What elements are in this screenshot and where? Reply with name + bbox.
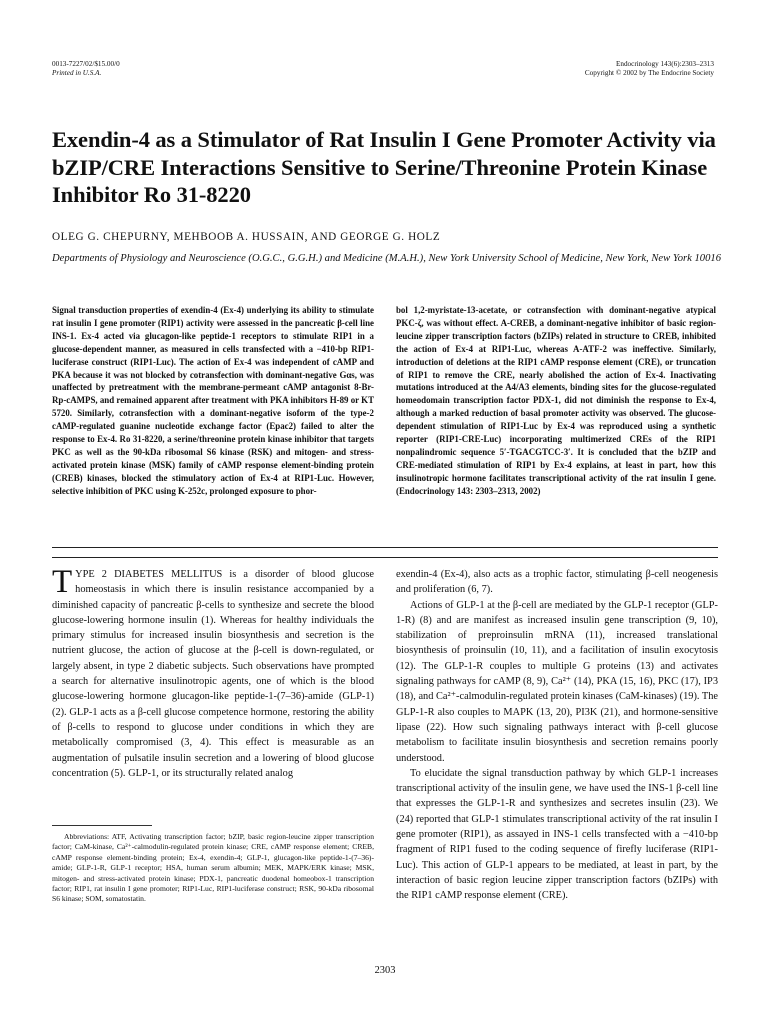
- intro-text: YPE 2 DIABETES MELLITUS is a disorder of blood glucose homeostasis in which there is insulin resistance accompanied by a diminished capacity of pancreatic β-cells to synthesize and secrete the blood glucose-lowering hormone insulin (1). Whereas for healthy individuals the primary stimulus for increased insulin biosynthesis and secretion is the nutrient glucose, the action of glucose at the β-cell is down-regulated, or largely absent, in type 2 diabetic subjects. Such observations have prompted a search for alternative insulinotropic agents, one of which is the blood glucose-lowering hormone glucagon-like peptide-1-(7–36)-amide (GLP-1) (2). GLP-1 acts as a β-cell glucose competence hormone, restoring the ability of β-cells to respond to glucose under conditions in which they are metabolically compromised (3, 4). This effect is measurable as an augmentation of pulsatile insulin secretion and a lowering of blood glucose concentration (5). GLP-1, or its structurally related analog: [52, 569, 374, 779]
- body-right-column: [396, 567, 718, 904]
- footnote-divider: [52, 825, 152, 826]
- paragraph-continued: exendin-4 (Ex-4), also acts as a trophic factor, stimulating β-cell neogenesis and proliferation (6, 7).: [396, 569, 718, 596]
- running-header-left: [52, 60, 120, 78]
- running-header-right: [585, 60, 714, 78]
- abstract-divider-bottom: [52, 557, 718, 558]
- article-title: Exendin-4 as a Stimulator of Rat Insulin I Gene Promoter Activity via bZIP/CRE Interactions Sensitive to Serine/Threonine Protein Kinase Inhibitor Ro 31-8220: [52, 127, 716, 207]
- drop-cap: T: [52, 564, 73, 600]
- author-list: OLEG G. CHEPURNY, MEHBOOB A. HUSSAIN, AND GEORGE G. HOLZ: [52, 231, 441, 243]
- copyright-line: Copyright © 2002 by The Endocrine Society: [584, 69, 714, 77]
- intro-paragraph: [52, 564, 374, 781]
- paragraph-glp1-actions: Actions of GLP-1 at the β-cell are mediated by the GLP-1 receptor (GLP-1-R) (8) and are manifest as increased insulin gene transcription (9, 10), stabilization of preproinsulin mRNA (11), increased translational biosynthesis of proinsulin (10, 11), and a facilitation of insulin exocytosis (12). The GLP-1-R couples to multiple G proteins (13) and activates signaling pathways for cAMP (8, 9), Ca²⁺ (14), PKA (15, 16), PKC (17), IP3 (18), and Ca²⁺-calmodulin-regulated protein kinases (CaM-kinases) (19). The GLP-1-R also couples to MAPK (13, 20), PI3K (21), and hormone-sensitive lipase (22). How such signaling pathways interact with β-cell glucose metabolism to facilitate insulin biosynthesis and secretion remains poorly understood.: [396, 599, 718, 764]
- page-number: 2303: [374, 965, 396, 976]
- issn-code: 0013-7227/02/$15.00/0: [52, 60, 120, 68]
- abstract-divider-top: [52, 547, 718, 548]
- affiliation: Departments of Physiology and Neuroscience (O.G.C., G.G.H.) and Medicine (M.A.H.), New York University School of Medicine, New York, New York 10016: [52, 253, 721, 264]
- abstract-left-column: Signal transduction properties of exendin-4 (Ex-4) underlying its ability to stimulate rat insulin I gene promoter (RIP1) activity were assessed in the pancreatic β-cell line INS-1. Ex-4 acted via glucagon-like peptide-1 receptors to stimulate RIP1 in a glucose-dependent manner, as measured in cells transfected with a −410-bp RIP1-luciferase construct (RIP1-Luc). The action of Ex-4 was independent of cAMP and PKA because it was not blocked by cotransfection with dominant-negative Gαs, was unaffected by pretreatment with the membrane-permeant cAMP antagonist 8-Br-Rp-cAMPS, and remained apparent after treatment with PKA inhibitors H-89 or KT 5720. Similarly, cotransfection with a dominant-negative isoform of the type-2 cAMP-regulated guanine nucleotide exchange factor (Epac2) failed to alter the response to Ex-4. Ro 31-8220, a serine/threonine protein kinase inhibitor that targets PKC as well as the 90-kDa ribosomal S6 kinase (RSK) and mitogen- and stress-activated protein kinase (MSK) family of cAMP response element-binding protein (CREB) kinases, blocked the stimulatory action of Ex-4 at RIP1-Luc. However, selective inhibition of PKC using K-252c, prolonged exposure to phor-: [52, 305, 374, 496]
- abbreviations-footnote: Abbreviations: ATF, Activating transcription factor; bZIP, basic region-leucine zipper transcription factor; CaM-kinase, Ca²⁺-calmodulin-regulated protein kinase; CRE, cAMP response element; CREB, cAMP response element-binding protein; Ex-4, exendin-4; GLP-1, glucagon-like peptide-1-(7–36)-amide; GLP-1-R, GLP-1 receptor; HSA, human serum albumin; MEK, MAPK/ERK kinase; MSK, mitogen- and stress-activated protein kinase; PDX-1, pancreatic duodenal homeobox-1 transcription factor; RIP1, rat insulin I gene promoter; RIP1-Luc, RIP1-luciferase construct; RSK, 90-kDa ribosomal S6 kinase; SOM, somatostatin.: [52, 832, 374, 904]
- paragraph-transduction: To elucidate the signal transduction pathway by which GLP-1 increases transcriptional activity of the insulin gene, we have used the INS-1 β-cell line that expresses the GLP-1-R and synthesizes and secretes insulin (23). We (24) reported that GLP-1 stimulates transcriptional activity of the rat insulin I gene promoter (RIP1), as assayed in INS-1 cells transfected with a −410-bp fragment of RIP1 fused to the coding sequence of firefly luciferase (RIP1-Luc). This action of GLP-1 appears to be mediated, at least in part, by the interaction of basic region leucine zipper transcription factors (bZIPs) with the RIP1 cAMP response element (CRE).: [396, 767, 718, 902]
- abstract-right-column: bol 1,2-myristate-13-acetate, or cotransfection with dominant-negative atypical PKC-ζ, was without effect. A-CREB, a dominant-negative inhibitor of basic region-leucine zipper transcription factors (bZIPs) related in structure to CREB, inhibited the action of Ex-4 at RIP1-Luc, whereas A-ATF-2 was ineffective. Similarly, introduction of deletions at the RIP1 cAMP response element (CRE), or truncation of RIP1 to remove the CRE, nearly abolished the action of Ex-4. Inactivating mutations introduced at the A4/A3 elements, binding sites for the glucose-regulated homeodomain transcription factor PDX-1, did not diminish the response to Ex-4, although a marked reduction of basal promoter activity was observed. The glucose-dependent stimulation of RIP1-Luc by Ex-4 was reproduced using a synthetic reporter (RIP1-CRE-Luc) incorporating multimerized CREs of the RIP1 nonpalindromic sequence 5′-TGACGTCC-3′. It is concluded that the bZIP and CRE-mediated stimulation of RIP1 by Ex-4 explains, at least in part, how this insulinotropic hormone facilitates transcriptional activity of the rat insulin I gene. (Endocrinology 143: 2303–2313, 2002): [396, 305, 716, 496]
- journal-citation: Endocrinology 143(6):2303–2313: [615, 60, 714, 68]
- printed-in: Printed in U.S.A.: [52, 69, 102, 77]
- body-left-column: [52, 564, 374, 781]
